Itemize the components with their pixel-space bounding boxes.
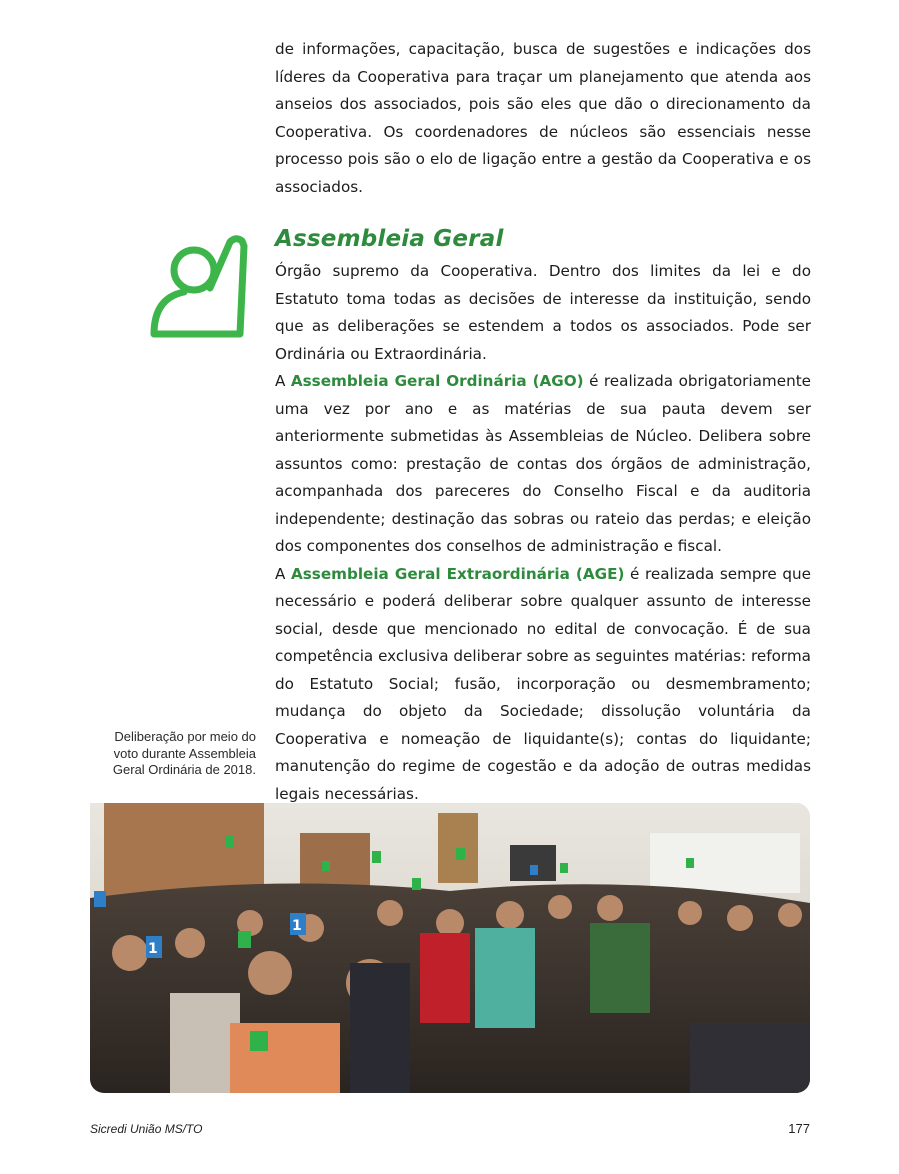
photo-caption: Deliberação por meio do voto durante Assembleia Geral Ordinária de 2018.: [112, 729, 256, 777]
ago-prefix: A: [275, 372, 291, 390]
intro-paragraph: de informações, capacitação, busca de sugestões e indicações dos líderes da Cooperativa para traçar um planejamento que atenda aos anseios dos associados, pois são eles que dão o direcionamento da Cooperativa. Os coordenadores de núcleos são essenciais nesse processo pois são o elo de ligação entre a gestão da Cooperativa e os associados.: [275, 40, 811, 196]
ago-paragraph: [275, 368, 811, 561]
definition-paragraph: Órgão supremo da Cooperativa. Dentro dos limites da lei e do Estatuto toma todas as decisões de interesse da instituição, sendo que as deliberações se estendem a todos os associados. Pode ser Ordinária ou Extraordinária.: [275, 262, 811, 363]
card-number-2: 1: [292, 918, 302, 934]
ago-term: Assembleia Geral Ordinária (AGO): [290, 372, 584, 390]
age-text: é realizada sempre que necessário e poderá deliberar sobre qualquer assunto de interesse social, desde que mencionado no edital de convocação. É de sua competência exclusiva deliberar sobre as seguintes matérias: reforma do Estatuto Social; fusão, incorporação ou desmembramento; mudança do objeto da Sociedade; dissolução voluntária da Cooperativa e nomeação de liquidante(s); contas do liquidante; manutenção do regime de cogestão e da adoção de outras medidas legais necessárias.: [275, 564, 811, 803]
section-body: [275, 258, 811, 808]
age-prefix: A: [275, 564, 292, 583]
card-number-1: 1: [148, 941, 158, 957]
intro-text: [275, 36, 811, 201]
age-term: Assembleia Geral Extraordinária (AGE): [291, 564, 625, 583]
raised-hand-person-icon: [148, 232, 254, 340]
assembly-photo: [90, 803, 810, 1093]
ago-text: é realizada obrigatoriamente uma vez por ano e as matérias de sua pauta devem ser anteriormente submetidas às Assembleias de Núcleo. Delibera sobre assuntos como: prestação de contas dos órgãos de administração, acompanhada dos pareceres do Conselho Fiscal e da auditoria independente; destinação das sobras ou rateio das perdas; e eleição dos componentes dos conselhos de administração e fiscal.: [275, 372, 811, 555]
age-paragraph: [275, 561, 811, 809]
section-title: Assembleia Geral: [275, 226, 504, 252]
page-number: 177: [788, 1121, 810, 1136]
publication-name: Sicredi União MS/TO: [90, 1122, 203, 1136]
